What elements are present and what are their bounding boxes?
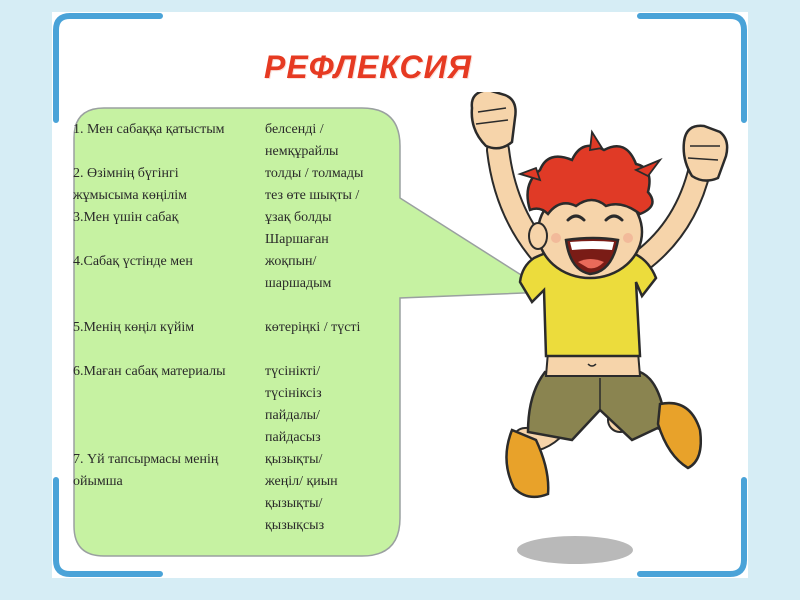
answer-line-2: немқұрайлы <box>265 144 339 159</box>
question-4: 4.Сабақ үстінде мен <box>73 254 193 269</box>
answer-line-9: көтеріңкі / түсті <box>265 320 361 335</box>
answer-line-12: пайдалы/ <box>265 408 320 423</box>
answer-line-10: түсінікті/ <box>265 364 321 379</box>
question-5: 5.Менің көңіл күйім <box>73 320 195 335</box>
answer-line-15: жеңіл/ қиын <box>265 474 338 489</box>
answer-line-13: пайдасыз <box>265 430 321 445</box>
answer-line-6: Шаршаған <box>265 232 329 247</box>
answer-line-3: толды / толмады <box>265 166 364 181</box>
question-7-line-2: ойымша <box>73 474 123 489</box>
answer-line-8: шаршадым <box>265 276 332 291</box>
question-2-line-1: 2. Өзімнің бүгінгі <box>73 166 179 181</box>
question-6: 6.Маған сабақ материалы <box>73 364 226 379</box>
answer-line-5: ұзақ болды <box>265 210 332 225</box>
question-2-line-2: жұмысыма көңілім <box>73 188 187 203</box>
answer-line-16: қызықты/ <box>265 496 323 511</box>
answer-line-11: түсініксіз <box>265 386 322 401</box>
question-1: 1. Мен сабаққа қатыстым <box>73 122 225 137</box>
answer-line-17: қызықсыз <box>265 518 325 533</box>
answer-line-4: тез өте шықты / <box>265 188 360 203</box>
cheering-boy-icon <box>430 92 740 572</box>
slide-title: РЕФЛЕКСИЯ <box>264 49 472 85</box>
question-7-line-1: 7. Үй тапсырмасы менің <box>73 452 219 467</box>
answer-line-14: қызықты/ <box>265 452 323 467</box>
question-3: 3.Мен үшін сабақ <box>73 210 179 225</box>
answer-line-1: белсенді / <box>265 122 324 137</box>
answer-line-7: жоқпын/ <box>265 254 317 269</box>
